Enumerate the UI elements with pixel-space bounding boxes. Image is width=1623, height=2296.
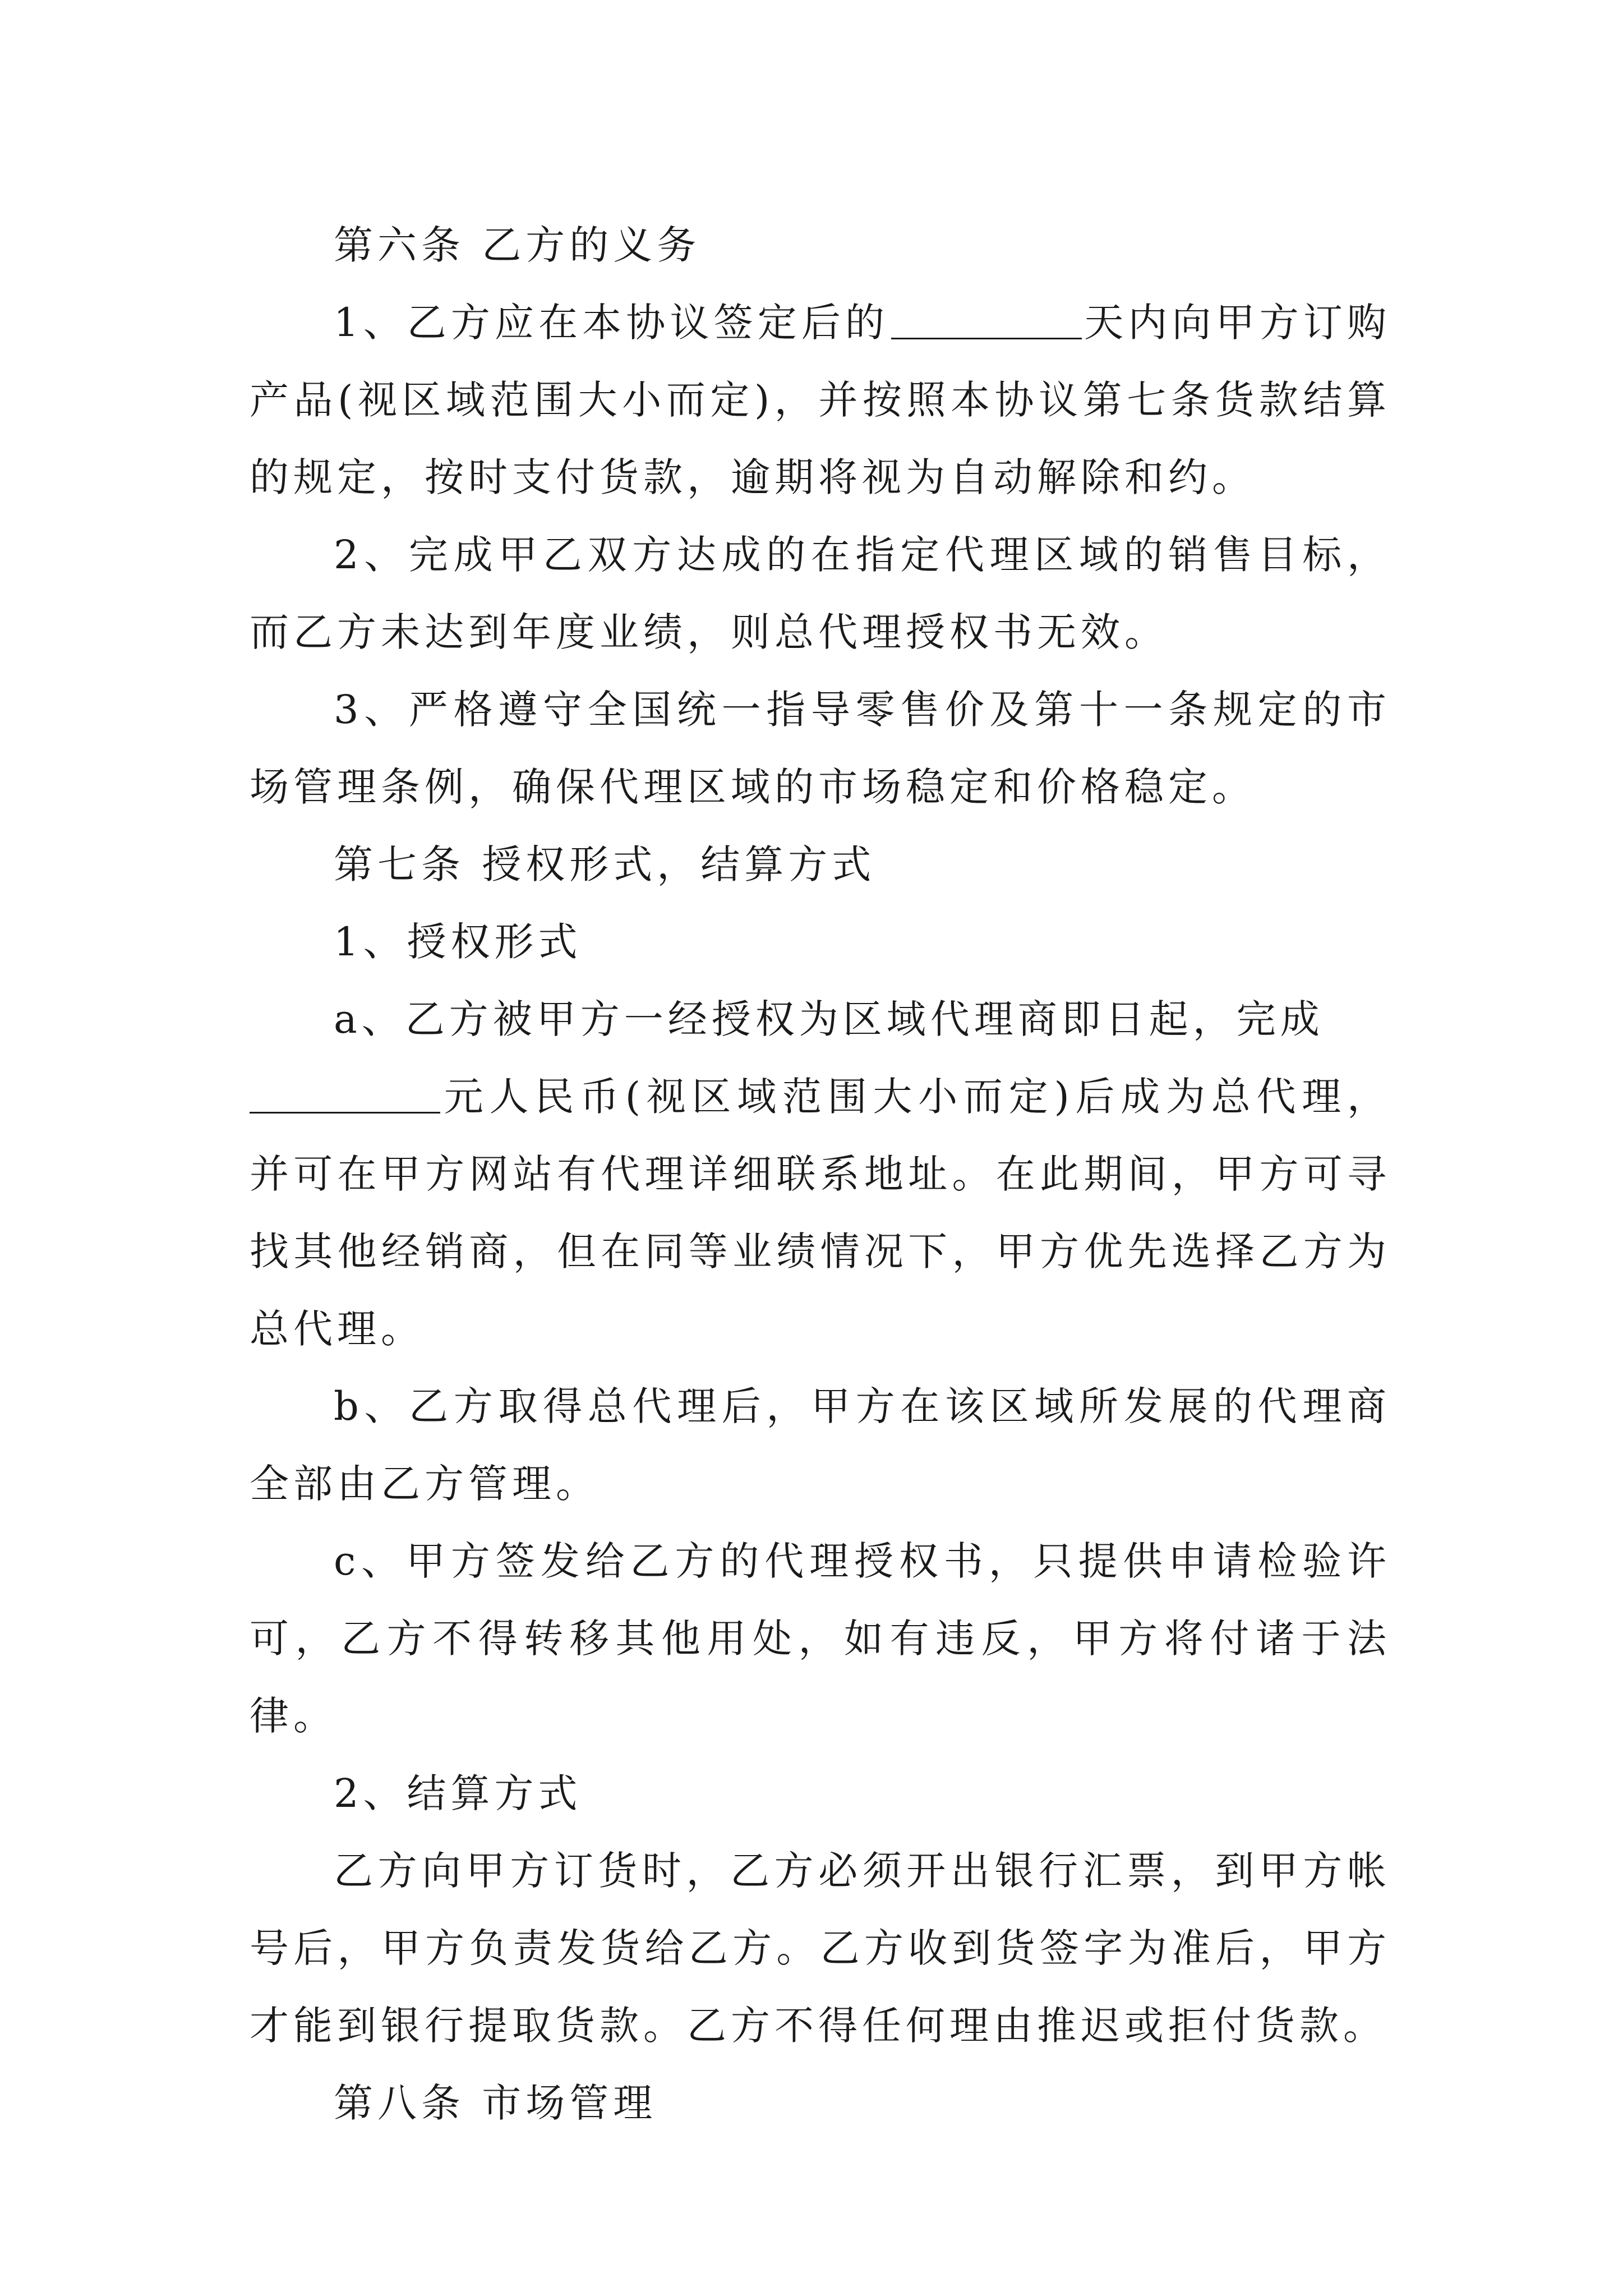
article-7-item-b: b、乙方取得总代理后，甲方在该区域所发展的代理商全部由乙方管理。 <box>250 1383 1391 1507</box>
article-6-item-1-lead: 1、乙方应在本协议签定后的 <box>334 300 889 346</box>
document-page <box>250 206 1391 2142</box>
article-7-item-a-lead: a、乙方被甲方一经授权为区域代理商即日起，完成 <box>334 996 1324 1042</box>
article-7-item-a <box>250 981 1391 1368</box>
article-6-item-3: 3、严格遵守全国统一指导零售价及第十一条规定的市场管理条例，确保代理区域的市场稳定和价格稳定。 <box>250 687 1391 810</box>
article-8-heading: 第八条 市场管理 <box>334 2080 657 2126</box>
fill-blank-days <box>891 298 1082 339</box>
article-7-settlement: 乙方向甲方订货时，乙方必须开出银行汇票，到甲方帐号后，甲方负责发货给乙方。乙方收到货签字为准后，甲方才能到银行提取货款。乙方不得任何理由推迟或拒付货款。 <box>250 1848 1391 2049</box>
article-7-heading: 第七条 授权形式，结算方式 <box>334 841 876 887</box>
article-6-heading: 第六条 乙方的义务 <box>334 222 701 268</box>
article-7-sub-1-heading: 1、授权形式 <box>334 919 582 965</box>
article-6-item-1 <box>250 284 1391 516</box>
article-7-sub-2-heading: 2、结算方式 <box>334 1770 582 1816</box>
article-7-item-a-rest: 元人民币(视区域范围大小而定)后成为总代理，并可在甲方网站有代理详细联系地址。在此期间，甲方可寻找其他经销商，但在同等业绩情况下，甲方优先选择乙方为总代理。 <box>250 1074 1391 1352</box>
fill-blank-amount <box>250 1073 440 1114</box>
article-7-item-c: c、甲方签发给乙方的代理授权书，只提供申请检验许可，乙方不得转移其他用处，如有违反，甲方将付诸于法律。 <box>250 1538 1391 1739</box>
article-6-item-2: 2、完成甲乙双方达成的在指定代理区域的销售目标，而乙方未达到年度业绩，则总代理授权书无效。 <box>250 532 1391 655</box>
article-6-item-1-rest: 天内向甲方订购产品(视区域范围大小而定)，并按照本协议第七条货款结算的规定，按时支付货款，逾期将视为自动解除和约。 <box>250 300 1391 500</box>
